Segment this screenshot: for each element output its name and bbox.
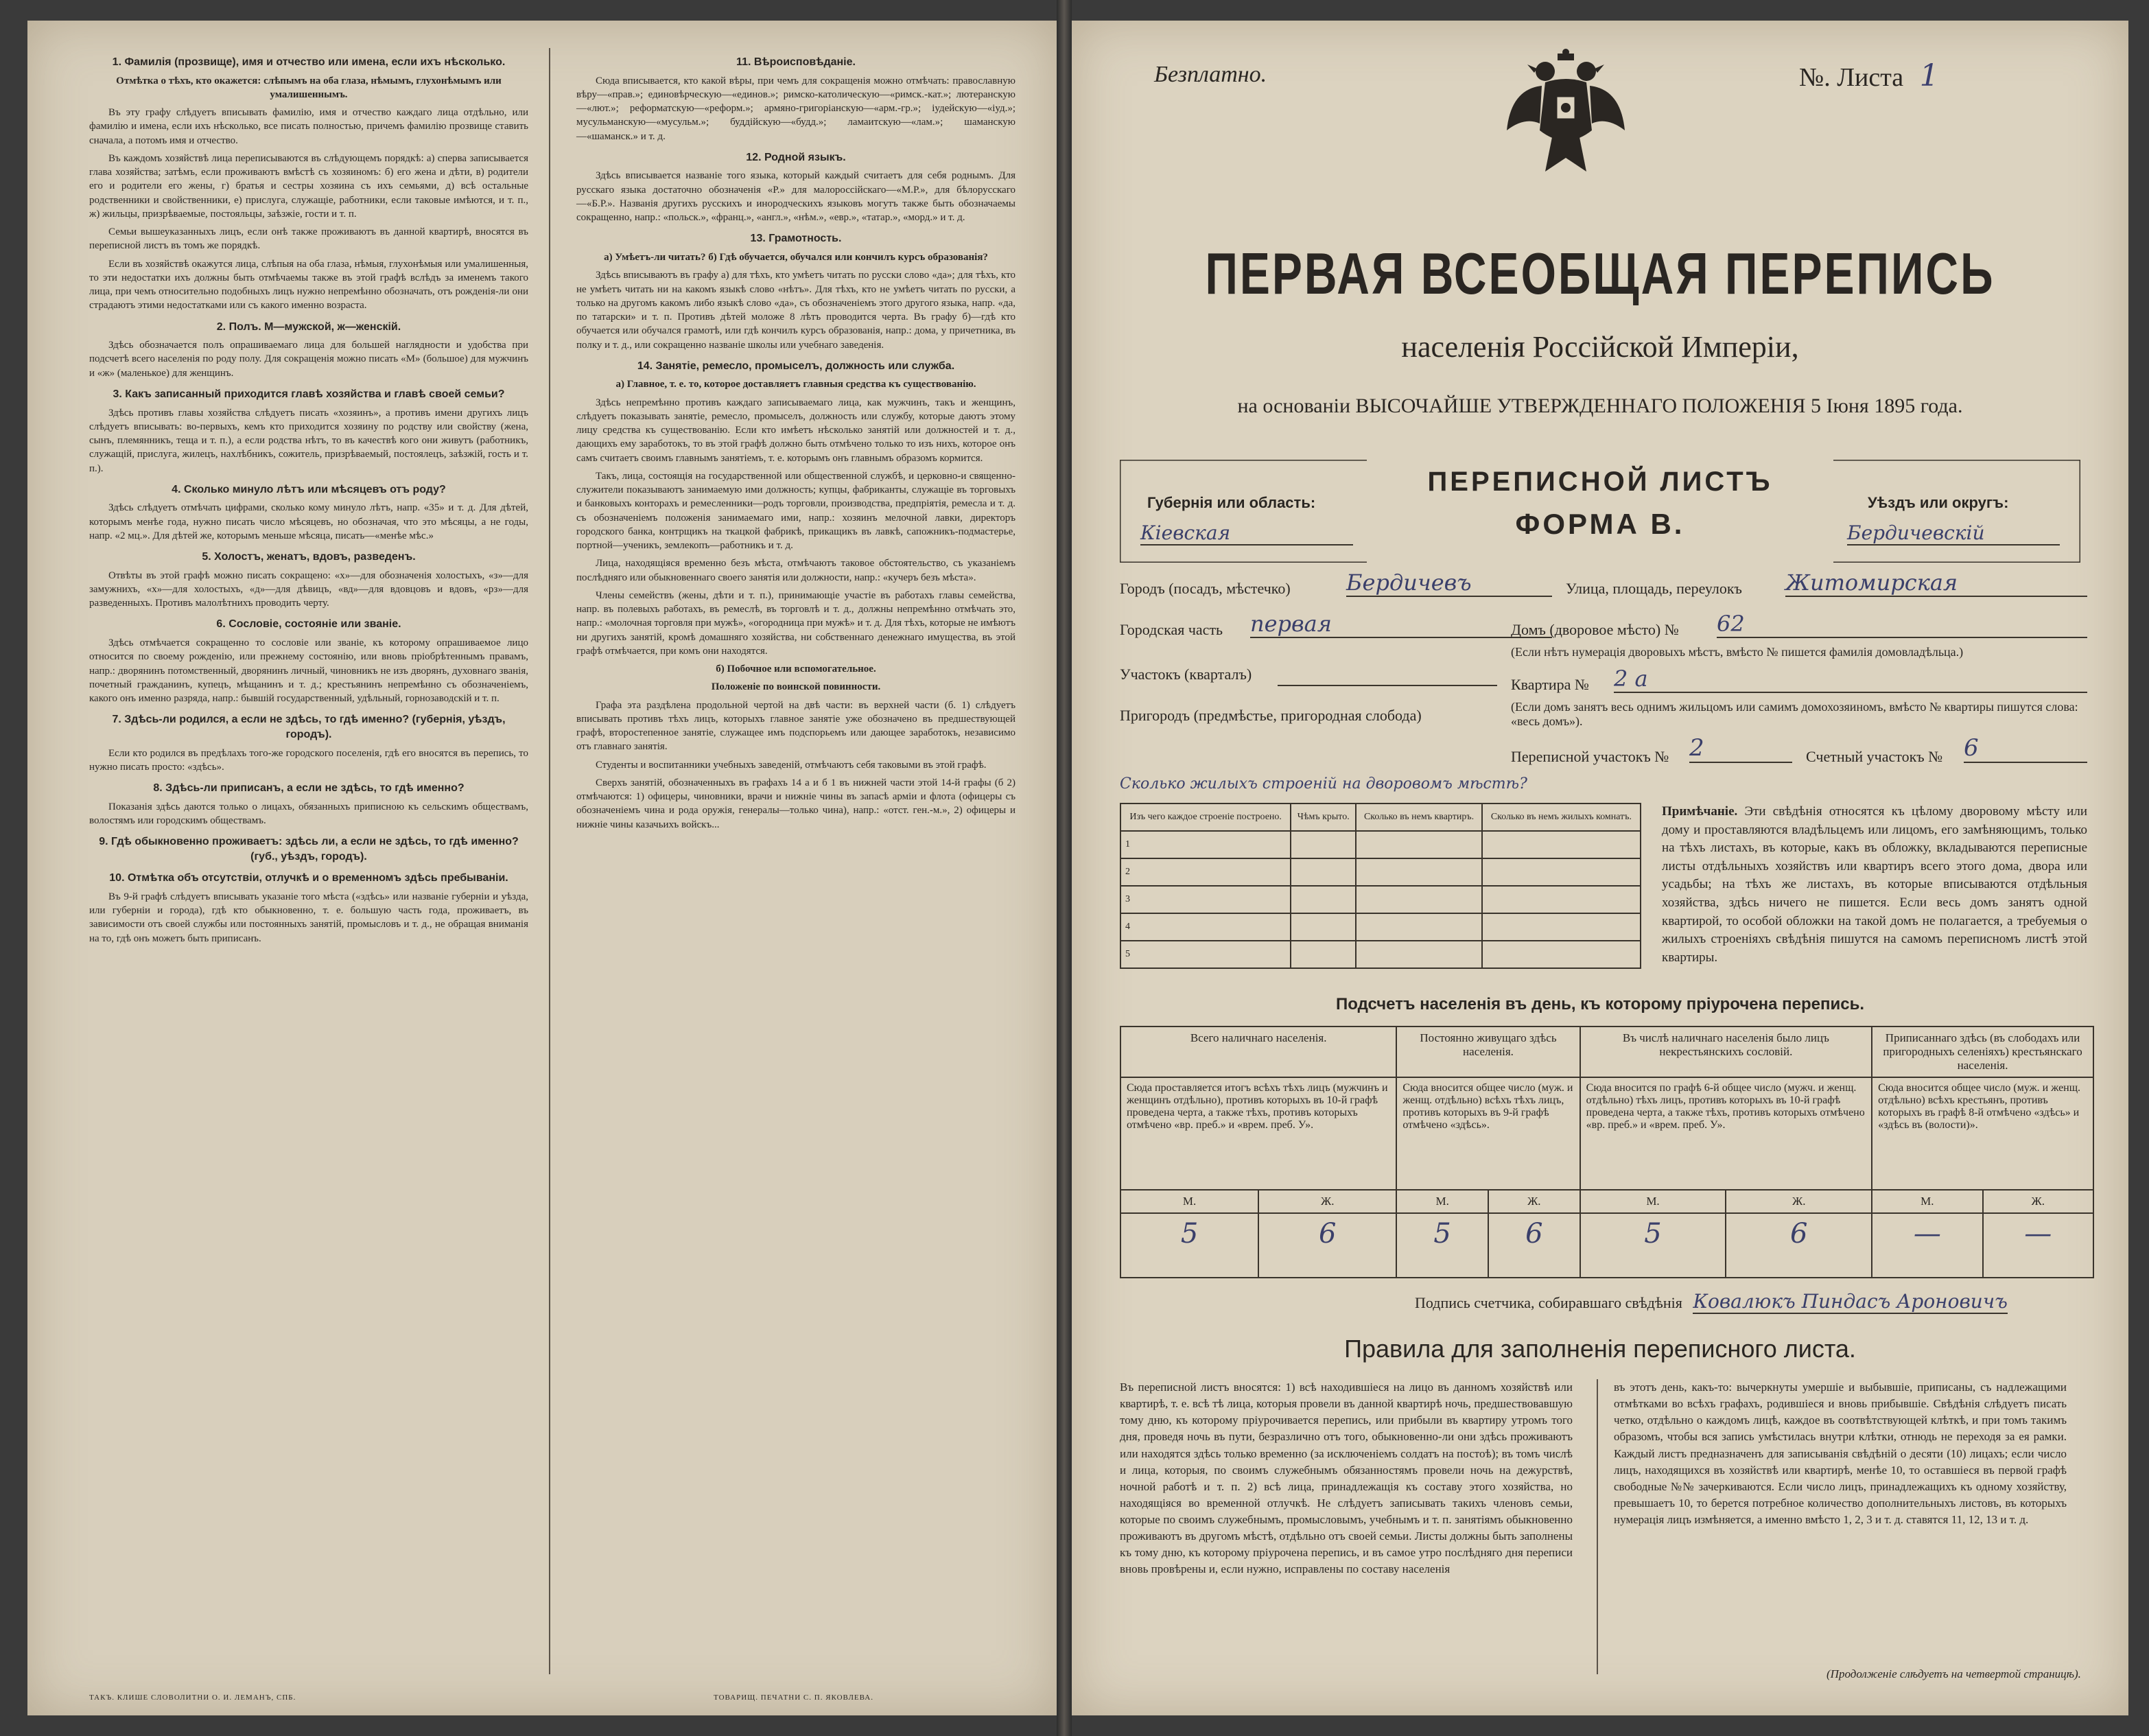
population-header-row	[1120, 1027, 2093, 1077]
guberniya-label: Губернія или область:	[1147, 494, 1316, 511]
population-description: Сюда вносится общее число (муж. и женщ. отдѣльно) всѣхъ крестьянъ, противъ которыхъ въ графѣ 8-й отмѣчено «здѣсь» и «здѣсь въ (волости)».	[1872, 1077, 2093, 1190]
section-subheading: б) Побочное или вспомогательное.	[716, 664, 876, 675]
house-label: Домъ (дворовое мѣсто) №	[1511, 621, 1679, 638]
section-paragraph: Если въ хозяйствѣ окажутся лица, слѣпыя на оба глаза, нѣмыя, глухонѣмыя или умалишенныя, то эти недостатки ихъ должны быть отмѣчаемы также въ этой графѣ вслѣдъ за именемъ такого лица, при чемъ относительно подобныхъ лицъ нужно непремѣнно обозначать, отъ рожденія-ли они страдаютъ этими недостатками или съ какого именно возраста.	[89, 258, 528, 312]
street-value: Житомирская	[1785, 570, 2087, 597]
house-value: 62	[1717, 611, 2087, 638]
page-fold	[1057, 0, 1072, 1736]
row-number: 5	[1120, 941, 1291, 968]
house-note: (Если нѣтъ нумерація дворовыхъ мѣстъ, вмѣсто № пишется фамилія домовладѣльца.)	[1511, 645, 1964, 659]
buildings-header: Сколько въ немъ квартиръ.	[1356, 804, 1482, 831]
census-district-label: Переписной участокъ №	[1511, 748, 1669, 765]
population-header: Постоянно живущаго здѣсь населенія.	[1396, 1027, 1580, 1077]
uezd-label: Уѣздъ или округъ:	[1868, 494, 2009, 511]
city-part-value: первая	[1250, 611, 1552, 638]
left-page	[27, 21, 1057, 1715]
free-label: Безплатно.	[1154, 62, 1267, 87]
note-label: Примѣчаніе.	[1662, 804, 1738, 819]
sex-label: Ж.	[1983, 1190, 2093, 1213]
table-cell	[1356, 858, 1482, 886]
right-page	[1072, 21, 2128, 1715]
sex-label: М.	[1396, 1190, 1488, 1213]
sheet-number-value: 1	[1919, 58, 1939, 93]
section-heading: 10. Отмѣтка объ отсутствіи, отлучкѣ и о временномъ здѣсь пребываніи.	[109, 872, 508, 884]
section-paragraph: Графа эта раздѣлена продольной чертой на двѣ части: въ верхней части (б. 1) слѣдуетъ вписывать противъ тѣхъ лицъ, которыхъ главное занятіе уже обозначено въ предшествующей графѣ, второстепенное занятіе, служащее имъ подспорьемъ или дающее заработокъ, независимо отъ главнаго занятія.	[576, 699, 1015, 753]
population-value: —	[1983, 1213, 2093, 1278]
city-part-label: Городская часть	[1120, 621, 1223, 638]
population-table	[1120, 1026, 2094, 1278]
table-cell	[1291, 941, 1356, 968]
sex-label: М.	[1872, 1190, 1982, 1213]
section-paragraph: Здѣсь слѣдуетъ отмѣчать цифрами, сколько кому минуло лѣтъ, напр. «35» и т. д. Для дѣтей, которымъ менѣе года, нужно писать число мѣсяцевъ, но обозначая, что это мѣсяцы, а не годы, напр. «2 мц.». Для дѣтей же, которымъ меньше мѣсяца, писать—«менѣе мѣс.»	[89, 502, 528, 541]
buildings-table	[1120, 803, 1641, 969]
count-district-value: 6	[1964, 734, 2087, 763]
section-heading: 7. Здѣсь-ли родился, а если не здѣсь, то гдѣ именно? (губернія, уѣздъ, городъ).	[112, 714, 506, 740]
sheet-title: ПЕРЕПИСНОЙ ЛИСТЪ	[1427, 467, 1773, 497]
section-heading: 8. Здѣсь-ли приписанъ, а если не здѣсь, то гдѣ именно?	[153, 782, 465, 794]
section-heading: 9. Гдѣ обыкновенно проживаетъ: здѣсь ли, а если не здѣсь, то гдѣ именно? (губ., уѣздъ, городъ).	[99, 836, 519, 863]
section-subheading: а) Главное, т. е. то, которое доставляетъ главныя средства къ существованію.	[615, 379, 976, 390]
table-cell	[1291, 913, 1356, 941]
form-label: ФОРМА В.	[1515, 508, 1685, 540]
sheet-number	[1799, 58, 1939, 93]
population-value: 6	[1726, 1213, 1872, 1278]
table-cell	[1356, 941, 1482, 968]
table-row	[1120, 941, 1641, 968]
table-row	[1120, 831, 1641, 858]
flat-note: (Если домъ занятъ весь однимъ жильцомъ или самимъ домохозяиномъ, вмѣсто № квартиры пишутся слова: «весь домъ»).	[1511, 700, 2078, 728]
table-cell	[1291, 858, 1356, 886]
city-label: Городъ (посадъ, мѣстечко)	[1120, 580, 1291, 597]
population-value: 5	[1396, 1213, 1488, 1278]
street-label: Улица, площадь, переулокъ	[1566, 580, 1742, 597]
buildings-note	[1662, 803, 2087, 967]
sex-label-row	[1120, 1190, 2093, 1213]
population-value: 5	[1120, 1213, 1258, 1278]
population-values-row	[1120, 1213, 2093, 1278]
table-cell	[1482, 858, 1641, 886]
census-district-value: 2	[1689, 734, 1792, 763]
population-header: Приписаннаго здѣсь (въ слободахъ или пригородныхъ селеніяхъ) крестьянскаго населенія.	[1872, 1027, 2093, 1077]
guberniya-value: Кіевская	[1140, 521, 1353, 546]
section-heading: 5. Холостъ, женатъ, вдовъ, разведенъ.	[202, 551, 416, 563]
section-paragraph: Члены семействъ (жены, дѣти и т. п.), принимающіе участіе въ работахъ главы семейства, напр. въ полевыхъ работахъ, въ ремеслѣ, въ торговлѣ и т. д., должны непремѣнно отмѣчать это, напр.: «молочная торговля при мужѣ», «огородница при мужѣ» и т. д. Для тѣхъ, которые не имѣютъ ни другихъ занятій, кромѣ домашняго хозяйства, ни собственнаго денежнаго имущества, въ этой графѣ отмѣчается, при комъ они находятся.	[576, 589, 1015, 657]
section-paragraph: Сверхъ занятій, обозначенныхъ въ графахъ 14 а и б 1 въ нижней части этой 14-й графы (б 2) отмѣчаются: 1) офицеры, чиновники, врачи и нижніе чины въ запасѣ арміи и флота (офицеры съ обозначеніемъ чина и рода оружія, генералы—только чина), напр.: «отст. ген.-м.», 2) офицеры и нижніе чины казачьихъ войскъ...	[576, 777, 1015, 830]
rules-divider	[1597, 1379, 1598, 1674]
signature-label: Подпись счетчика, собиравшаго свѣдѣнія	[1415, 1294, 1682, 1311]
table-cell	[1482, 941, 1641, 968]
row-number: 3	[1120, 886, 1291, 913]
sex-label: М.	[1120, 1190, 1258, 1213]
population-header: Всего наличнаго населенія.	[1120, 1027, 1396, 1077]
population-description-row	[1120, 1077, 2093, 1190]
section-heading: 12. Родной языкъ.	[746, 151, 846, 163]
section-paragraph: Здѣсь отмѣчается сокращенно то сословіе или званіе, къ которому опрашиваемое лицо относится по своему рожденію, или прежнему состоянію, или вновь пріобрѣтеннымъ правамъ, напр.: дворянинъ потомственный, дворянинъ личный, чиновникъ не изъ дворянъ, духовнаго званія, почетный гражданинъ, купецъ, мѣщанинъ и т. д.; крестьянинъ непремѣнно съ обозначеніемъ, какого онъ именно разряда, напр.: бывшій государственный, удѣльный, горнозаводскій и т. п.	[89, 637, 528, 705]
note-text: Эти свѣдѣнія относятся къ цѣлому дворовому мѣсту или дому и проставляются владѣльцемъ или лицомъ, его замѣняющимъ, только на тѣхъ листахъ, въ которые, какъ въ обложку, вкладываются переписные листы отдѣльныхъ хозяйствъ или квартиръ всего этого дома, двора или усадьбы; на тѣхъ же листахъ, въ которые вписываются отдѣльныя хозяйства, здѣсь ничего не пишется. Если весь домъ занятъ одной квартирой, то особой обложки на такой домъ не полагается, а требуемыя о жилыхъ строеніяхъ свѣдѣнія пишутся на самомъ переписномъ листѣ этой квартиры.	[1662, 804, 2087, 965]
count-district-label: Счетный участокъ №	[1806, 748, 1943, 765]
population-description: Сюда вносится общее число (муж. и женщ. отдѣльно) всѣхъ тѣхъ лицъ, противъ которыхъ въ 9-й графѣ отмѣчено «здѣсь».	[1396, 1077, 1580, 1190]
section-paragraph: Здѣсь вписываютъ въ графу а) для тѣхъ, кто умѣетъ читать по русски слово «да»; для тѣхъ, кто не умѣетъ читать ни на какомъ языкѣ слово «нѣтъ». Для тѣхъ, кто не умѣетъ читать по русски, а только на другомъ какомъ либо языкѣ слово «да», съ обозначеніемъ этого другого языка, напр. «да, по татарски» и т. п. Противъ дѣтей моложе 8 лѣтъ проводится черта. Въ графу б)—гдѣ кто обучается или обучался грамотѣ, или гдѣ кончилъ курсъ образованія, напр.: дома, у причетника, въ полку и т. д., или сокращенно названіе школы или учебнаго заведенія.	[576, 270, 1015, 351]
uezd-value: Бердичевскій	[1847, 521, 2060, 546]
section-heading: 3. Какъ записанный приходится главѣ хозяйства и главѣ своей семьи?	[113, 388, 505, 400]
census-basis: на основаніи ВЫСОЧАЙШЕ УТВЕРЖДЕННАГО ПОЛОЖЕНІЯ 5 Іюня 1895 года.	[1237, 395, 1963, 417]
population-header: Въ числѣ наличнаго населенія было лицъ некрестьянскихъ сословій.	[1580, 1027, 1872, 1077]
printer-mark-left: ТАКЪ. КЛИШЕ СЛОВОЛИТНИ О. И. ЛЕМАНЪ, СПБ.	[89, 1693, 296, 1702]
population-description: Сюда вносится по графѣ 6-й общее число (мужч. и женщ. отдѣльно) тѣхъ лицъ, противъ которыхъ въ 10-й графѣ проведена черта, а также тѣхъ, противъ которыхъ отмѣчено «вр. преб.» и «врем. преб. У».	[1580, 1077, 1872, 1190]
table-cell	[1356, 886, 1482, 913]
buildings-header-row	[1120, 804, 1641, 831]
table-cell	[1482, 886, 1641, 913]
section-paragraph: Здѣсь непремѣнно противъ каждаго записываемаго лица, как мужчинъ, такъ и женщинъ, слѣдуетъ показывать занятіе, ремесло, промыселъ, должность или службу, которые даютъ этому лицу средства къ существованію. Если кто имѣетъ нѣсколько занятій или должностей и т. д., дающихъ ему заработокъ, то въ этой графѣ должно быть отмѣчено только то изъ нихъ, которое онъ самъ считаетъ своимъ главнымъ занятіемъ, т. е. которымъ онъ главнымъ образомъ кормится.	[576, 397, 1015, 464]
buildings-question: Сколько жилыхъ строеній на дворовомъ мѣстѣ?	[1120, 775, 1527, 793]
table-cell	[1482, 913, 1641, 941]
census-title: ПЕРВАЯ ВСЕОБЩАЯ ПЕРЕПИСЬ	[1205, 239, 1995, 307]
table-cell	[1291, 886, 1356, 913]
table-cell	[1291, 831, 1356, 858]
section-paragraph: Такъ, лица, состоящія на государственной или общественной службѣ, и церковно-и священно-служители показываютъ занимаемую ими должность; купцы, фабриканты, служащіе въ торговыхъ и банковыхъ конторахъ и ремесленники—родъ торговли, производства, предпріятія, ремесла и т. д. съ обозначеніемъ положенія занимаемаго ими, напр.: хозяинъ мелочной лавки, директоръ городского банка, контрщикъ на ткацкой фабрикѣ, прикащикъ въ лавкѣ, сапожникъ-подмастерье, портной—ученикъ, землекопъ—работникъ и т. д.	[576, 470, 1015, 552]
section-paragraph: Въ 9-й графѣ слѣдуетъ вписывать указаніе того мѣста («здѣсь» или названіе губерніи и уѣзда, или губерніи и города), гдѣ кто обыкновенно, т. е. большую часть года, проживаетъ, въ зависимости отъ своей службы или постоянныхъ занятій, промысловъ и т. д., не обращая вниманія на то, гдѣ онъ можетъ быть приписанъ.	[89, 891, 528, 944]
flat-label: Квартира №	[1511, 676, 1589, 693]
signature-value: Ковалюкъ Пиндасъ Ароновичъ	[1693, 1290, 2008, 1313]
table-row	[1120, 858, 1641, 886]
section-heading: 6. Сословіе, состояніе или званіе.	[216, 618, 401, 631]
table-row	[1120, 886, 1641, 913]
section-heading: 13. Грамотность.	[750, 233, 842, 245]
section-subheading: а) Умѣетъ-ли читать? б) Гдѣ обучается, обучался или кончилъ курсъ образованія?	[604, 252, 988, 263]
double-headed-eagle-icon	[1504, 48, 1628, 178]
city-value: Бердичевъ	[1346, 570, 1552, 597]
buildings-header: Сколько въ немъ жилыхъ комнатъ.	[1482, 804, 1641, 831]
rules-left-column: Въ переписной листъ вносятся: 1) всѣ находившіеся на лицо въ данномъ хозяйствѣ или квартирѣ, т. е. всѣ тѣ лица, которыя провели въ данной квартирѣ ночь, предшествовавшую тому дню, къ которому пріурочивается перепись, или прибыли въ квартиру утромъ того дня, проведя ночь въ пути, безразлично отъ того, обыкновенно-ли они здѣсь проживаютъ или находятся здѣсь только временно (за исключеніемъ солдатъ на постоѣ); въ томъ числѣ и лица, которыя, по своимъ служебнымъ обязанностямъ провели ночь на дежурствѣ, ночной работѣ и т. п. 2) всѣ лица, принадлежащія къ составу этого хозяйства, но находящіяся во временной отлучкѣ. Не слѣдуетъ записывать такихъ членовъ семьи, которые по своимъ служебнымъ, промысловымъ, учебнымъ и т. п. занятіямъ обыкновенно проживаютъ въ другомъ мѣстѣ, отдѣльно отъ своей семьи. Листы должны быть заполнены къ тому дню, къ которому пріурочена перепись, и въ самое утро послѣдняго дня переписи вновь провѣрены и, если нужно, исправлены по составу населенія	[1120, 1381, 1573, 1576]
instructions-column-2	[576, 48, 1015, 836]
section-paragraph: Сюда вписывается, кто какой вѣры, при чемъ для сокращенія можно отмѣчать: православную вѣру—«прав.»; единовѣрческую—«единов.»; римско-католическую—«римск.-кат.»; лютеранскую—«лют.»; реформатскую—«реформ.»; армяно-григоріанскую—«арм.-гр.»; іудейскую—«іуд.»; мусульманскую—«мусульм.»; буддійскую—«будд.»; ламаитскую—«лам.»; шаманскую—«шаманск.» и т. д.	[576, 75, 1015, 142]
section-paragraph: Здѣсь противъ главы хозяйства слѣдуетъ писать «хозяинъ», а противъ имени другихъ лицъ слѣдуетъ вписывать: во-первыхъ, кемъ кто приходится хозяину по родству или свойству (жена, сынъ, племянникъ, теща и т. п.), а если родства нѣтъ, то въ качествѣ кого они живутъ (работникъ, служащій, прислуга, жилецъ, нахлѣбникъ, сожитель, призрѣваемый, постоялецъ, заѣзжій, гость и т. п.).	[89, 407, 528, 474]
continued-note: (Продолженіе слѣдуетъ на четвертой страницѣ).	[1827, 1667, 2081, 1680]
population-count-heading: Подсчетъ населенія въ день, къ которому пріурочена перепись.	[1336, 995, 1864, 1013]
sex-label: Ж.	[1726, 1190, 1872, 1213]
sheet-header-block	[1120, 460, 2080, 563]
sex-label: Ж.	[1258, 1190, 1396, 1213]
sheet-number-label: №. Листа	[1799, 63, 1904, 92]
buildings-header: Изъ чего каждое строеніе построено.	[1120, 804, 1291, 831]
section-paragraph: Отвѣты въ этой графѣ можно писать сокращено: «х»—для обозначенія холостыхъ, «з»—для замужнихъ, «х»—для холостыхъ, «д»—для дѣвицъ, «вд»—для вдовцовъ и вдовъ, «рз»—для разведенныхъ. Противъ малолѣтнихъ проводить черту.	[89, 570, 528, 609]
column-divider	[549, 48, 550, 1674]
suburb-label: Пригородъ (предмѣстье, пригородная слобода)	[1120, 707, 1422, 724]
section-paragraph: Здѣсь обозначается полъ опрашиваемаго лица для большей наглядности и удобства при подсчетѣ всего населенія по роду полу. Для сокращенія можно писать «М» (большое) для мужчинъ и «ж» (маленькое) для женщинъ.	[89, 340, 528, 379]
section-heading: 4. Сколько минуло лѣтъ или мѣсяцевъ отъ роду?	[172, 483, 446, 495]
census-subtitle: населенія Россійской Имперіи,	[1401, 330, 1799, 364]
table-cell	[1356, 831, 1482, 858]
printer-mark-right: ТОВАРИЩ. ПЕЧАТНИ С. П. ЯКОВЛЕВА.	[714, 1693, 873, 1702]
section-paragraph: Лица, находящіяся временно безъ мѣста, отмѣчаютъ таковое обстоятельство, съ указаніемъ послѣдняго или обыкновеннаго своего занятія или должности, напр.: «кучеръ безъ мѣста».	[576, 558, 1015, 583]
table-cell	[1356, 913, 1482, 941]
section-subheading: Отмѣтка о тѣхъ, кто окажется: слѣпымъ на оба глаза, нѣмымъ, глухонѣмымъ или умалишеннымъ.	[116, 75, 502, 100]
district-value-line	[1278, 685, 1497, 686]
row-number: 4	[1120, 913, 1291, 941]
sex-label: Ж.	[1488, 1190, 1580, 1213]
section-paragraph: Показанія здѣсь даются только о лицахъ, обязанныхъ приписною къ сельскимъ обществамъ, волостямъ или городскимъ обществамъ.	[89, 801, 528, 826]
row-number: 2	[1120, 858, 1291, 886]
section-paragraph: Если кто родился въ предѣлахъ того-же городского поселенія, гдѣ его вносятся въ перепись, то нужно писать просто: «здѣсь».	[89, 747, 528, 773]
district-label: Участокъ (кварталъ)	[1120, 666, 1252, 683]
section-paragraph: Студенты и воспитанники учебныхъ заведеній, отмѣчаютъ себя таковыми въ этой графѣ.	[596, 759, 987, 771]
table-row	[1120, 913, 1641, 941]
section-paragraph: Семьи вышеуказанныхъ лицъ, если онѣ также проживаютъ въ данной квартирѣ, вносятся въ переписной листъ въ томъ же порядкѣ.	[89, 226, 528, 252]
population-value: 5	[1580, 1213, 1726, 1278]
section-paragraph: Въ эту графу слѣдуетъ вписывать фамилію, имя и отчество каждаго лица отдѣльно, или фамилію и имена, если ихъ нѣсколько, все писать полностью, причемъ фамилію прозвище ставить сначала, а потомъ имя и отчество.	[89, 107, 528, 146]
section-heading: 2. Полъ. М—мужской, ж—женскій.	[216, 320, 401, 333]
instructions-column-1	[89, 48, 528, 950]
flat-value: 2 а	[1614, 666, 2087, 693]
section-subheading: Положеніе по воинской повинности.	[711, 681, 881, 693]
rules-right-column: въ этотъ день, какъ-то: вычеркнуты умершіе и выбывшіе, приписаны, съ надлежащими отмѣтками во всѣхъ графахъ, родившіеся и вновь прибывшіе. Свѣдѣнія слѣдуетъ писать четко, отдѣльно о каждомъ лицѣ, каждое въ соотвѣтствующей клѣткѣ, и при томъ такимъ образомъ, чтобы вся запись умѣстилась внутри клѣтки, отнюдь не переходя за ея рамки. Каждый листъ предназначенъ для записыванія свѣдѣній о десяти (10) лицахъ; если число лицъ, находящихся въ хозяйствѣ или квартирѣ, менѣе 10, то оставшіеся въ первой графѣ свободные №№ зачеркиваются. Если число лицъ, принадлежащихъ къ одному хозяйству, превышаетъ 10, то берется потребное количество дополнительныхъ листовъ, въ которыхъ нумерація лицъ измѣняется, а именно вмѣсто 1, 2, 3 и т. д. ставятся 11, 12, 13 и т. д.	[1614, 1381, 2067, 1526]
population-value: 6	[1258, 1213, 1396, 1278]
section-heading: 14. Занятіе, ремесло, промыселъ, должность или служба.	[637, 360, 955, 372]
rules-heading: Правила для заполненія переписного листа.	[1344, 1335, 1856, 1363]
section-paragraph: Въ каждомъ хозяйствѣ лица переписываются въ слѣдующемъ порядкѣ: а) сперва записывается глава хозяйства; затѣмъ, если проживаютъ вмѣстѣ съ хозяиномъ: б) его жена и дѣти, в) родители его и родители его жены, г) братья и сестры хозяина съ ихъ семьями, д) всѣ остальные родственники и свойственники, е) прислуга, служащіе, работники, если таковые имѣются, и т. п., ж) жильцы, призрѣваемые, постояльцы, заѣзжіе, гости и т. п.	[89, 152, 528, 220]
table-cell	[1482, 831, 1641, 858]
buildings-header: Чѣмъ крыто.	[1291, 804, 1356, 831]
population-description: Сюда проставляется итогъ всѣхъ тѣхъ лицъ (мужчинъ и женщинъ отдѣльно), противъ которыхъ въ 10-й графѣ проведена черта, а также тѣхъ, противъ которыхъ отмѣчено «вр. преб.» и «врем. преб. У».	[1120, 1077, 1396, 1190]
section-heading: 1. Фамилія (прозвище), имя и отчество или имена, если ихъ нѣсколько.	[112, 56, 506, 68]
sex-label: М.	[1580, 1190, 1726, 1213]
row-number: 1	[1120, 831, 1291, 858]
section-paragraph: Здѣсь вписывается названіе того языка, который каждый считаетъ для себя роднымъ. Для русскаго языка достаточно обозначенія «Р.» для малороссійскаго—«М.Р.», для бѣлорусскаго—«Б.Р.». Названія другихъ русскихъ и инородческихъ языковъ могутъ также быть обозначаемы сокращенно, напр.: «польск.», «франц.», «англ.», «нѣм.», «евр.», «татар.», «морд.» и т. д.	[576, 170, 1015, 224]
population-value: 6	[1488, 1213, 1580, 1278]
population-value: —	[1872, 1213, 1982, 1278]
enumerator-signature	[1415, 1290, 2008, 1313]
section-heading: 11. Вѣроисповѣданіе.	[736, 56, 856, 68]
